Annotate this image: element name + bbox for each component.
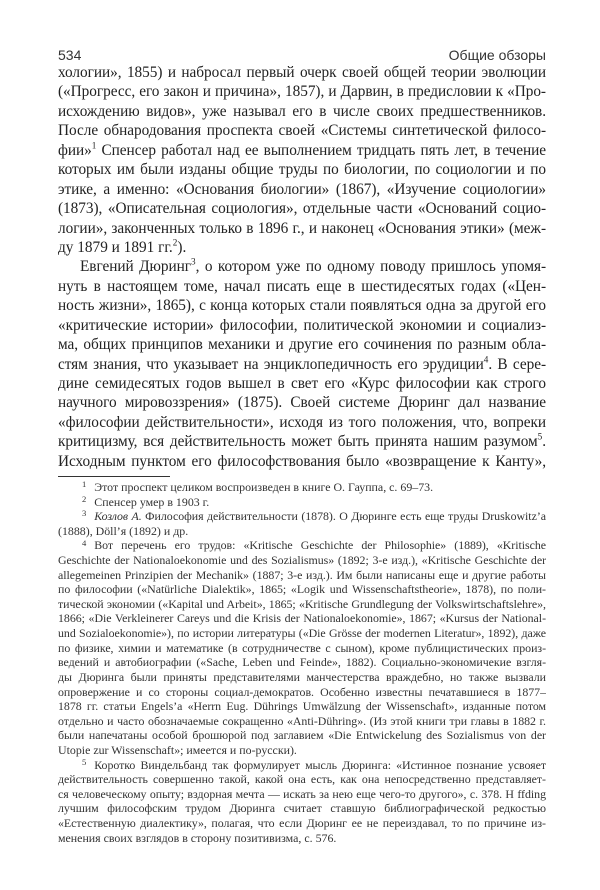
- text-line: [58, 685, 546, 700]
- text-segment: нуть в настоящем томе, начал писать еще в шестидесятых годах («Цен-: [58, 277, 546, 295]
- text-segment: . В сере-: [488, 355, 546, 373]
- text-segment: 1866; «Die Verkleinerer Careys und die Krisis der Nationaloekonomie», 1867; «Kursus der National-: [58, 611, 546, 626]
- text-line: [58, 801, 546, 816]
- footnote-number: 5: [82, 757, 87, 767]
- text-line: [58, 758, 546, 773]
- text-line: [58, 816, 546, 831]
- text-line: [58, 553, 546, 568]
- text-line: [58, 611, 546, 626]
- text-line: [58, 432, 546, 451]
- text-segment: Философия действительности (1878). О Дюринге есть еще труды Druskowitz’a: [141, 509, 546, 524]
- text-line: [58, 219, 546, 238]
- text-line: [58, 199, 546, 218]
- text-line: [58, 393, 546, 412]
- text-line: [58, 63, 546, 82]
- text-line: [58, 160, 546, 179]
- text-segment: ведений и автобиографии («Sache, Leben und Feinde», 1882). Социально-экономичекие взгля-: [58, 655, 546, 670]
- text-segment: 1878 гг. статьи Engels’a «Herrn Eug. Dührings Umwälzung der Wissenschaft», изданные потом: [58, 699, 546, 714]
- text-segment: Евгений Дюринг: [80, 258, 192, 276]
- text-segment: лучшим философским трудом Дюринга считает ставшую библиографической редкостью: [58, 801, 546, 816]
- footnote-reference[interactable]: 1: [91, 140, 97, 151]
- text-line: [58, 82, 546, 101]
- text-segment: (1873), «Описательная социология», отдельные части «Оснований социо-: [58, 200, 546, 218]
- footnotes: [58, 480, 546, 845]
- footnote-reference[interactable]: 5: [537, 432, 543, 442]
- text-line: [58, 121, 546, 140]
- text-line: [58, 277, 546, 296]
- body-text: [58, 63, 546, 471]
- text-line: [58, 626, 546, 641]
- text-line: [58, 538, 546, 553]
- text-segment: Geschichte der Nationaloekonomie und des Sozialismus» (1892; 3-е изд.), «Kritische Geschichte der: [58, 553, 546, 568]
- footnote-reference[interactable]: 4: [483, 354, 489, 365]
- text-line: [58, 524, 546, 539]
- text-segment: Utopie zur Wissenschaft»; имеется и по-русски).: [58, 742, 297, 757]
- text-line: [58, 699, 546, 714]
- text-segment: Спенсер работал над ее выполнением тридцать пять лет, в течение: [96, 141, 546, 159]
- footnote: [58, 538, 546, 757]
- text-line: [58, 413, 546, 432]
- text-segment: тической экономии («Kapital und Arbeit», 1865; «Kritische Grundlegung der Volkswirtschaftslehre»,: [58, 596, 546, 611]
- text-segment: allegemeinen Prinzipien der Mechanik» (1887; 3-е изд.). Им были написаны еще и другие работы: [58, 567, 546, 582]
- text-segment: по философии («Natürliche Dialektik», 1865; «Logik und Wissenschaftstheorie», 1878), по поли-: [58, 582, 546, 597]
- paragraph: [58, 63, 546, 257]
- paragraph: [58, 257, 546, 471]
- text-segment: , о котором уже по одному поводу пришлось упомя-: [195, 258, 546, 276]
- text-segment: этике, а именно: «Основания биологии» (1867), «Изучение социологии»: [58, 180, 546, 198]
- text-line: [58, 509, 546, 524]
- footnote: [58, 758, 546, 846]
- text-segment: ность жизни», 1865), с конца которых стали появляться одна за другой его: [58, 297, 546, 315]
- text-line: [58, 316, 546, 335]
- text-segment: «Естественную диалектику», полагая, что если Дюринг ее не переиздавал, то по причине из-: [58, 816, 546, 831]
- text-segment: Спенсер умер в 1903 г.: [94, 494, 210, 509]
- text-line: [58, 257, 546, 276]
- footnote-number: 3: [82, 509, 87, 519]
- text-line: [58, 831, 546, 846]
- text-line: [58, 728, 546, 743]
- text-segment: критицизму, вся действительность может быть принята нашим разумом: [58, 433, 538, 451]
- text-segment: ма, общих принципов механики и другие его сочинения по разным обла-: [58, 336, 546, 354]
- text-line: [58, 670, 546, 685]
- text-segment: научного мировоззрения» (1875). Своей системе Дюринг дал название: [58, 394, 546, 412]
- text-line: [58, 335, 546, 354]
- footnote: [58, 480, 546, 495]
- text-line: [58, 743, 546, 758]
- text-line: [58, 374, 546, 393]
- text-segment: «философии действительности», исходя из того положения, что, вопреки: [58, 413, 546, 431]
- text-line: [58, 102, 546, 121]
- text-line: [58, 787, 546, 802]
- text-segment: хологии», 1855) и набросал первый очерк своей общей теории эволюции: [58, 64, 546, 81]
- text-segment: ды Дюринга были приняты представителями манчестерства враждебно, но также вызвали: [58, 669, 546, 684]
- text-segment: дине семидесятых годов вышел в свет его «Курс философии как строго: [58, 375, 546, 392]
- text-segment: («Прогресс, его закон и причина», 1857), и Дарвин, в предисловии к «Про-: [58, 83, 546, 101]
- footnote-reference[interactable]: 2: [172, 237, 178, 248]
- text-segment: «критические истории» философии, политической экономии и социализ-: [58, 316, 546, 334]
- text-segment: Этот проспект целиком воспроизведен в книге О. Гауппа, с. 69–73.: [94, 480, 434, 494]
- text-line: [58, 238, 546, 257]
- footnote: [58, 495, 546, 510]
- page-number: 534: [58, 47, 82, 63]
- text-segment: стям знания, что указывает на энциклопедичность его эрудиции: [58, 355, 484, 373]
- footnote-number: 2: [82, 494, 87, 504]
- text-segment: После обнародования проспекта своей «Системы синтетической филосо-: [58, 122, 546, 140]
- text-segment: Вот перечень его трудов: «Kritische Geschichte der Philosophie» (1889), «Kritische: [94, 538, 546, 553]
- text-segment: отдельно и часто обозначаемые сокращенно «Anti-Dühring». (Из этой книги три главы в 1882 г.: [58, 713, 546, 728]
- text-segment: Исходным пунктом его философствования было «возвращение к Канту»,: [58, 452, 546, 470]
- footnote-number: 4: [82, 538, 87, 548]
- footnote-reference[interactable]: 3: [191, 257, 196, 267]
- text-segment: логии», законченных только в 1896 г., и наконец «Основания этики» (меж-: [58, 219, 546, 237]
- text-segment: по физике, химии и математике (в сотрудничестве с сыном), кроме публицистических произ-: [58, 640, 546, 655]
- text-line: [58, 180, 546, 199]
- text-segment: опровержение и со стороны социал-демократов. Особенно известны печатавшиеся в 1877–: [58, 684, 546, 699]
- text-line: [58, 714, 546, 729]
- text-segment: менения своих взглядов в сторону позитивизма, с. 576.: [58, 830, 337, 845]
- text-line: [58, 452, 546, 471]
- text-segment: ся человеческому опыту; вздорная мечта — искать за нею еще чего-то другого», с. 378. Н ffding: [58, 786, 546, 801]
- text-segment: исхождению видов», уже называл его в числе своих предшественников.: [58, 102, 546, 120]
- text-line: [58, 641, 546, 656]
- text-line: [58, 568, 546, 583]
- text-line: [58, 582, 546, 597]
- text-segment: фии»: [58, 141, 92, 159]
- text-line: [58, 495, 546, 510]
- text-line: [58, 355, 546, 374]
- author-name: Козлов А.: [94, 509, 142, 524]
- text-line: [58, 141, 546, 160]
- text-line: [58, 597, 546, 612]
- footnote-divider: [58, 476, 170, 477]
- text-line: [58, 655, 546, 670]
- footnote: [58, 509, 546, 538]
- text-segment: ду 1879 и 1891 гг.: [58, 238, 173, 256]
- text-line: [58, 772, 546, 787]
- text-segment: und Sozialoekonomie»), по истории литературы («Die Grösse der modernen Literatur», 1892), даже: [58, 626, 546, 641]
- running-header-title: Общие обзоры: [448, 47, 546, 63]
- text-line: [58, 480, 546, 495]
- text-segment: ).: [177, 238, 187, 256]
- text-segment: Коротко Виндельбанд так формулирует мысль Дюринга: «Истинное познание усвояет: [94, 757, 546, 772]
- text-segment: были напечатаны особой брошюрой под заглавием «Die Entwickelung des Sozialismus von der: [58, 728, 546, 743]
- text-segment: (1888), Döll’я (1892) и др.: [58, 523, 189, 538]
- footnote-number: 1: [82, 480, 87, 490]
- text-line: [58, 296, 546, 315]
- text-segment: .: [542, 433, 546, 451]
- text-segment: действительность совершенно такой, какой она есть, как она непосредственно представляет-: [58, 772, 546, 787]
- text-segment: которых им были изданы общие труды по биологии, по социологии и по: [58, 161, 546, 179]
